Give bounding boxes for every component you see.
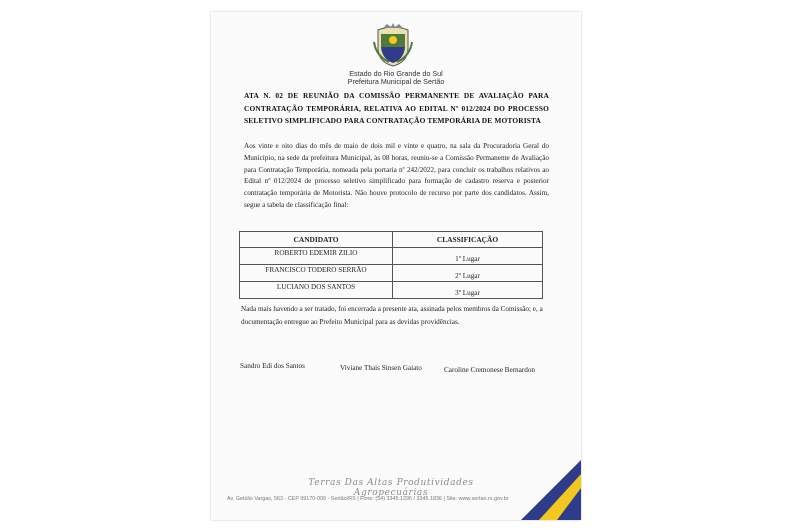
document-page xyxy=(211,12,581,520)
footer-stripes-icon xyxy=(501,460,581,520)
prefecture-name: Prefeitura Municipal de Sertão xyxy=(347,77,445,86)
signature-3: Caroline Cremonese Bernardon xyxy=(444,366,536,374)
document-title: ATA N. 02 DE REUNIÃO DA COMISSÃO PERMANENTE DE AVALIAÇÃO PARA CONTRATAÇÃO TEMPORÁRIA, RELATIVA AO EDITAL Nº 012/2024 DO PROCESSO SELETIVO SIMPLIFICADO PARA CONTRATAÇÃO TEMPORÁRIA DE MOTORISTA xyxy=(244,91,549,125)
candidate-name: ROBERTO EDEMIR ZILIO xyxy=(240,248,393,265)
candidate-rank: 1º Lugar xyxy=(393,248,543,265)
candidate-name: LUCIANO DOS SANTOS xyxy=(240,282,393,299)
municipal-crest-icon xyxy=(371,22,415,68)
document-body: Aos vinte e oito dias do mês de maio de dois mil e vinte e quatro, na sala da Procuradoria Geral do Município, na sede da prefeitura Municipal, às 08 horas, reuniu-se a Comissão Permanente de Avaliação para Contratação Temporária, nomeada pela portaria nº 242/2022, para concluir os trabalhos relativos ao Edital nº 012/2024 de processo seletivo simplificado para formação de cadastro reserva e posterior contratação temporária de Motorista. Não houve protocolo de recurso por parte dos candidatos. Assim, segue a tabela de classificação final: xyxy=(244,142,549,209)
classification-table xyxy=(239,231,543,299)
state-name: Estado do Rio Grande do Sul xyxy=(349,69,443,78)
signature-1: Sandro Edi dos Santos xyxy=(240,362,305,370)
footer-slogan: Terras Das Altas Produtividades Agropecuárias xyxy=(308,478,474,498)
table-header-candidate: CANDIDATO xyxy=(240,232,393,248)
candidate-rank: 2º Lugar xyxy=(393,265,543,282)
table-header-classification: CLASSIFICAÇÃO xyxy=(393,232,543,248)
signature-2: Viviane Thais Sinsen Gaiato xyxy=(340,364,422,372)
footer-address: Av. Getúlio Vargas, 563 - CEP 99170-000 - Sertão/RS | Fone: (54) 3345.1295 / 3345.1836 | Site: www.sertao.rs.gov.br xyxy=(227,496,509,502)
closing-paragraph: Nada mais havendo a ser tratado, foi encerrada a presente ata, assinada pelos membros da Comissão; e, a documentação entregue ao Prefeito Municipal para as devidas providências. xyxy=(241,305,543,326)
table-row xyxy=(240,282,543,299)
candidate-rank: 3º Lugar xyxy=(393,282,543,299)
table-row xyxy=(240,265,543,282)
table-row xyxy=(240,248,543,265)
candidate-name: FRANCISCO TODERO SERRÃO xyxy=(240,265,393,282)
